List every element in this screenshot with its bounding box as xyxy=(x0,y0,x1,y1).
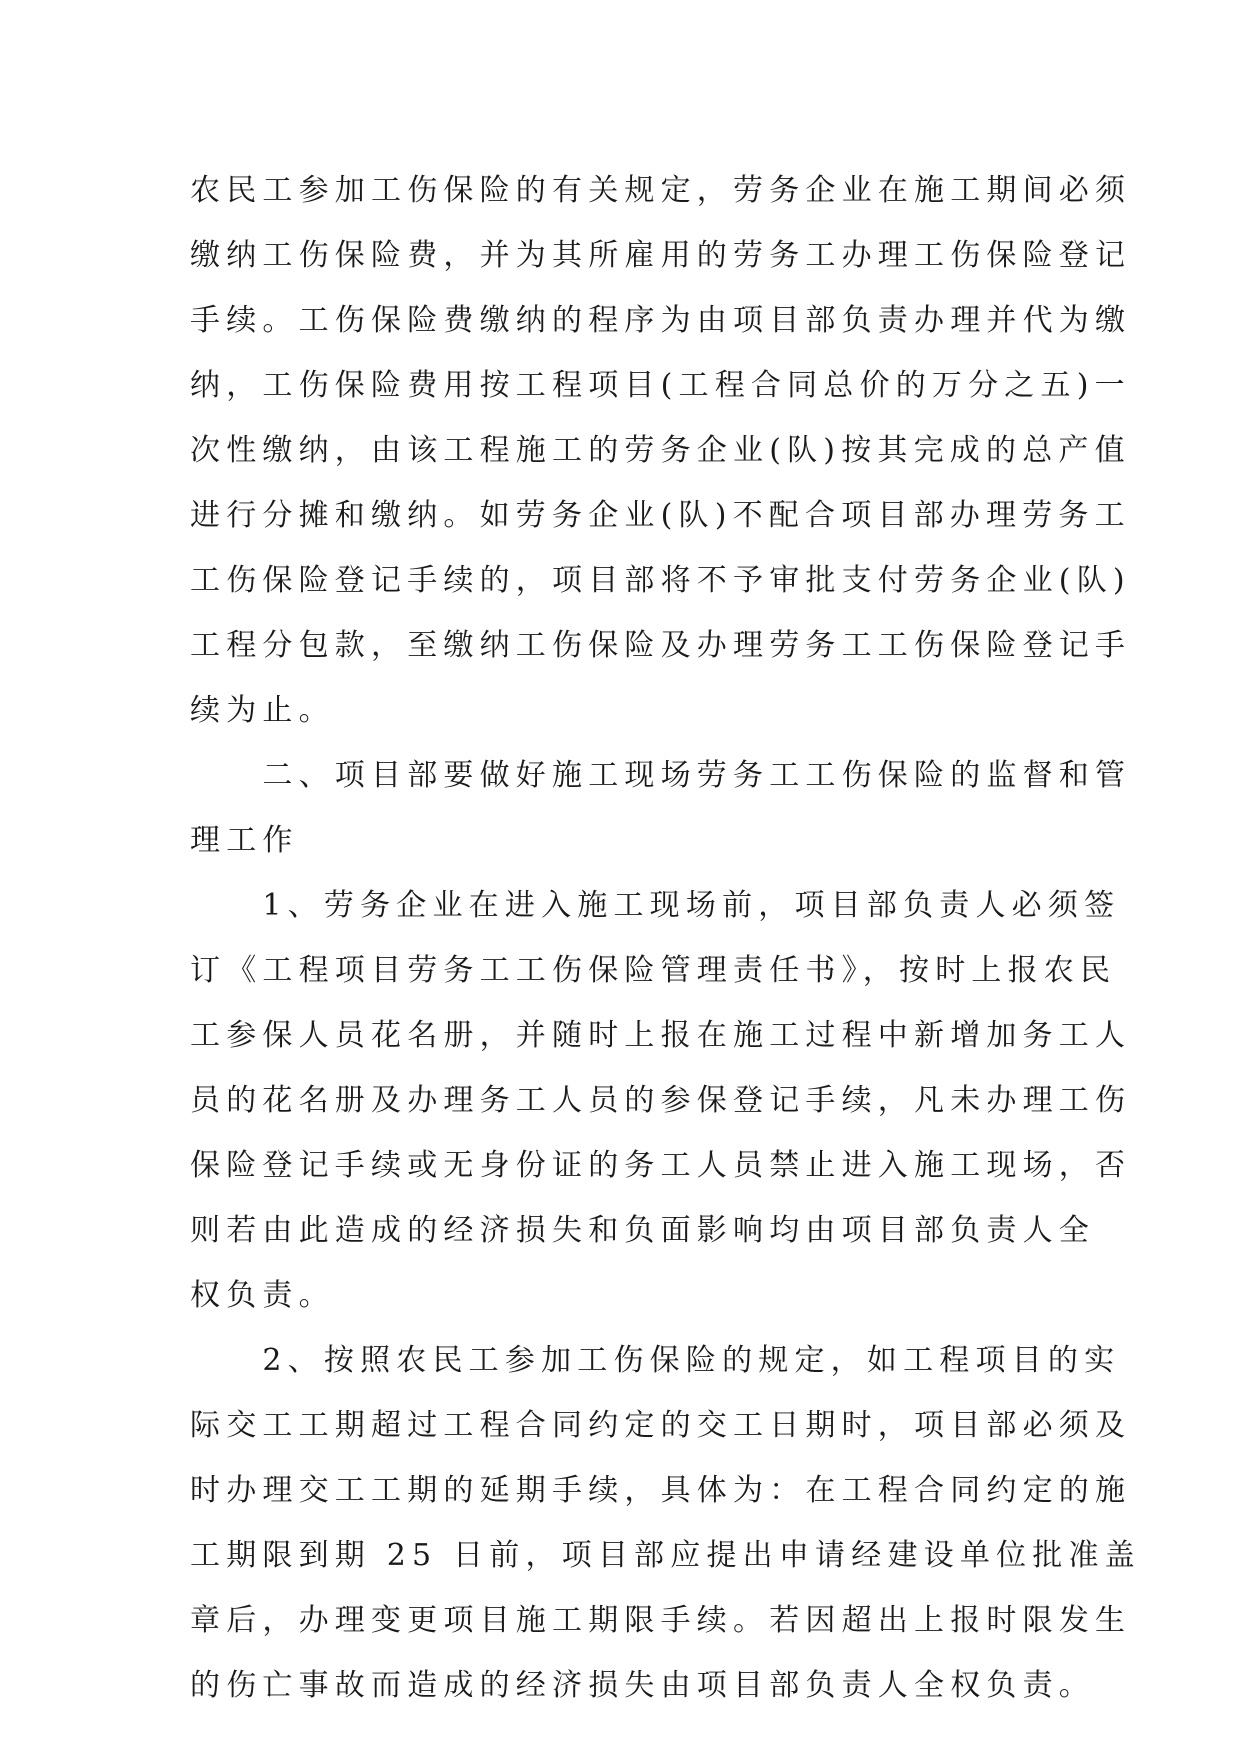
text-line: 际交工工期超过工程合同约定的交工日期时，项目部必须及 xyxy=(190,1408,1132,1443)
text-line: 手续。工伤保险费缴纳的程序为由项目部负责办理并代为缴 xyxy=(190,303,1132,338)
text-line: 纳，工伤保险费用按工程项目(工程合同总价的万分之五)一 xyxy=(190,368,1131,403)
text-line: 进行分摊和缴纳。如劳务企业(队)不配合项目部办理劳务工 xyxy=(190,498,1131,533)
text-line: 权负责。 xyxy=(190,1278,335,1313)
text-line: 农民工参加工伤保险的有关规定，劳务企业在施工期间必须 xyxy=(190,173,1132,208)
text-line: 工参保人员花名册，并随时上报在施工过程中新增加务工人 xyxy=(190,1018,1132,1053)
text-line: 订《工程项目劳务工工伤保险管理责任书》，按时上报农民 xyxy=(190,953,1117,988)
text-line: 次性缴纳，由该工程施工的劳务企业(队)按其完成的总产值 xyxy=(190,433,1131,468)
text-line: 2、按照农民工参加工伤保险的规定，如工程项目的实 xyxy=(190,1343,1121,1378)
document-body xyxy=(190,158,1141,1718)
text-line: 员的花名册及办理务工人员的参保登记手续，凡未办理工伤 xyxy=(190,1083,1132,1118)
text-line: 续为止。 xyxy=(190,693,335,728)
text-line: 工程分包款，至缴纳工伤保险及办理劳务工工伤保险登记手 xyxy=(190,628,1132,663)
text-line: 工期限到期 25 日前，项目部应提出申请经建设单位批准盖 xyxy=(190,1538,1141,1573)
text-line: 时办理交工工期的延期手续，具体为：在工程合同约定的施 xyxy=(190,1473,1132,1508)
section-heading-line: 二、项目部要做好施工现场劳务工工伤保险的监督和管 xyxy=(190,758,1132,793)
text-line: 缴纳工伤保险费，并为其所雇用的劳务工办理工伤保险登记 xyxy=(190,238,1132,273)
text-line: 则若由此造成的经济损失和负面影响均由项目部负责人全 xyxy=(190,1213,1095,1248)
section-heading-line: 理工作 xyxy=(190,823,299,858)
text-line: 1、劳务企业在进入施工现场前，项目部负责人必须签 xyxy=(190,888,1121,923)
text-line: 工伤保险登记手续的，项目部将不予审批支付劳务企业(队) xyxy=(190,563,1131,598)
text-line: 章后，办理变更项目施工期限手续。若因超出上报时限发生 xyxy=(190,1603,1132,1638)
text-line: 保险登记手续或无身份证的务工人员禁止进入施工现场，否 xyxy=(190,1148,1132,1183)
text-line: 的伤亡事故而造成的经济损失由项目部负责人全权负责。 xyxy=(190,1668,1095,1703)
